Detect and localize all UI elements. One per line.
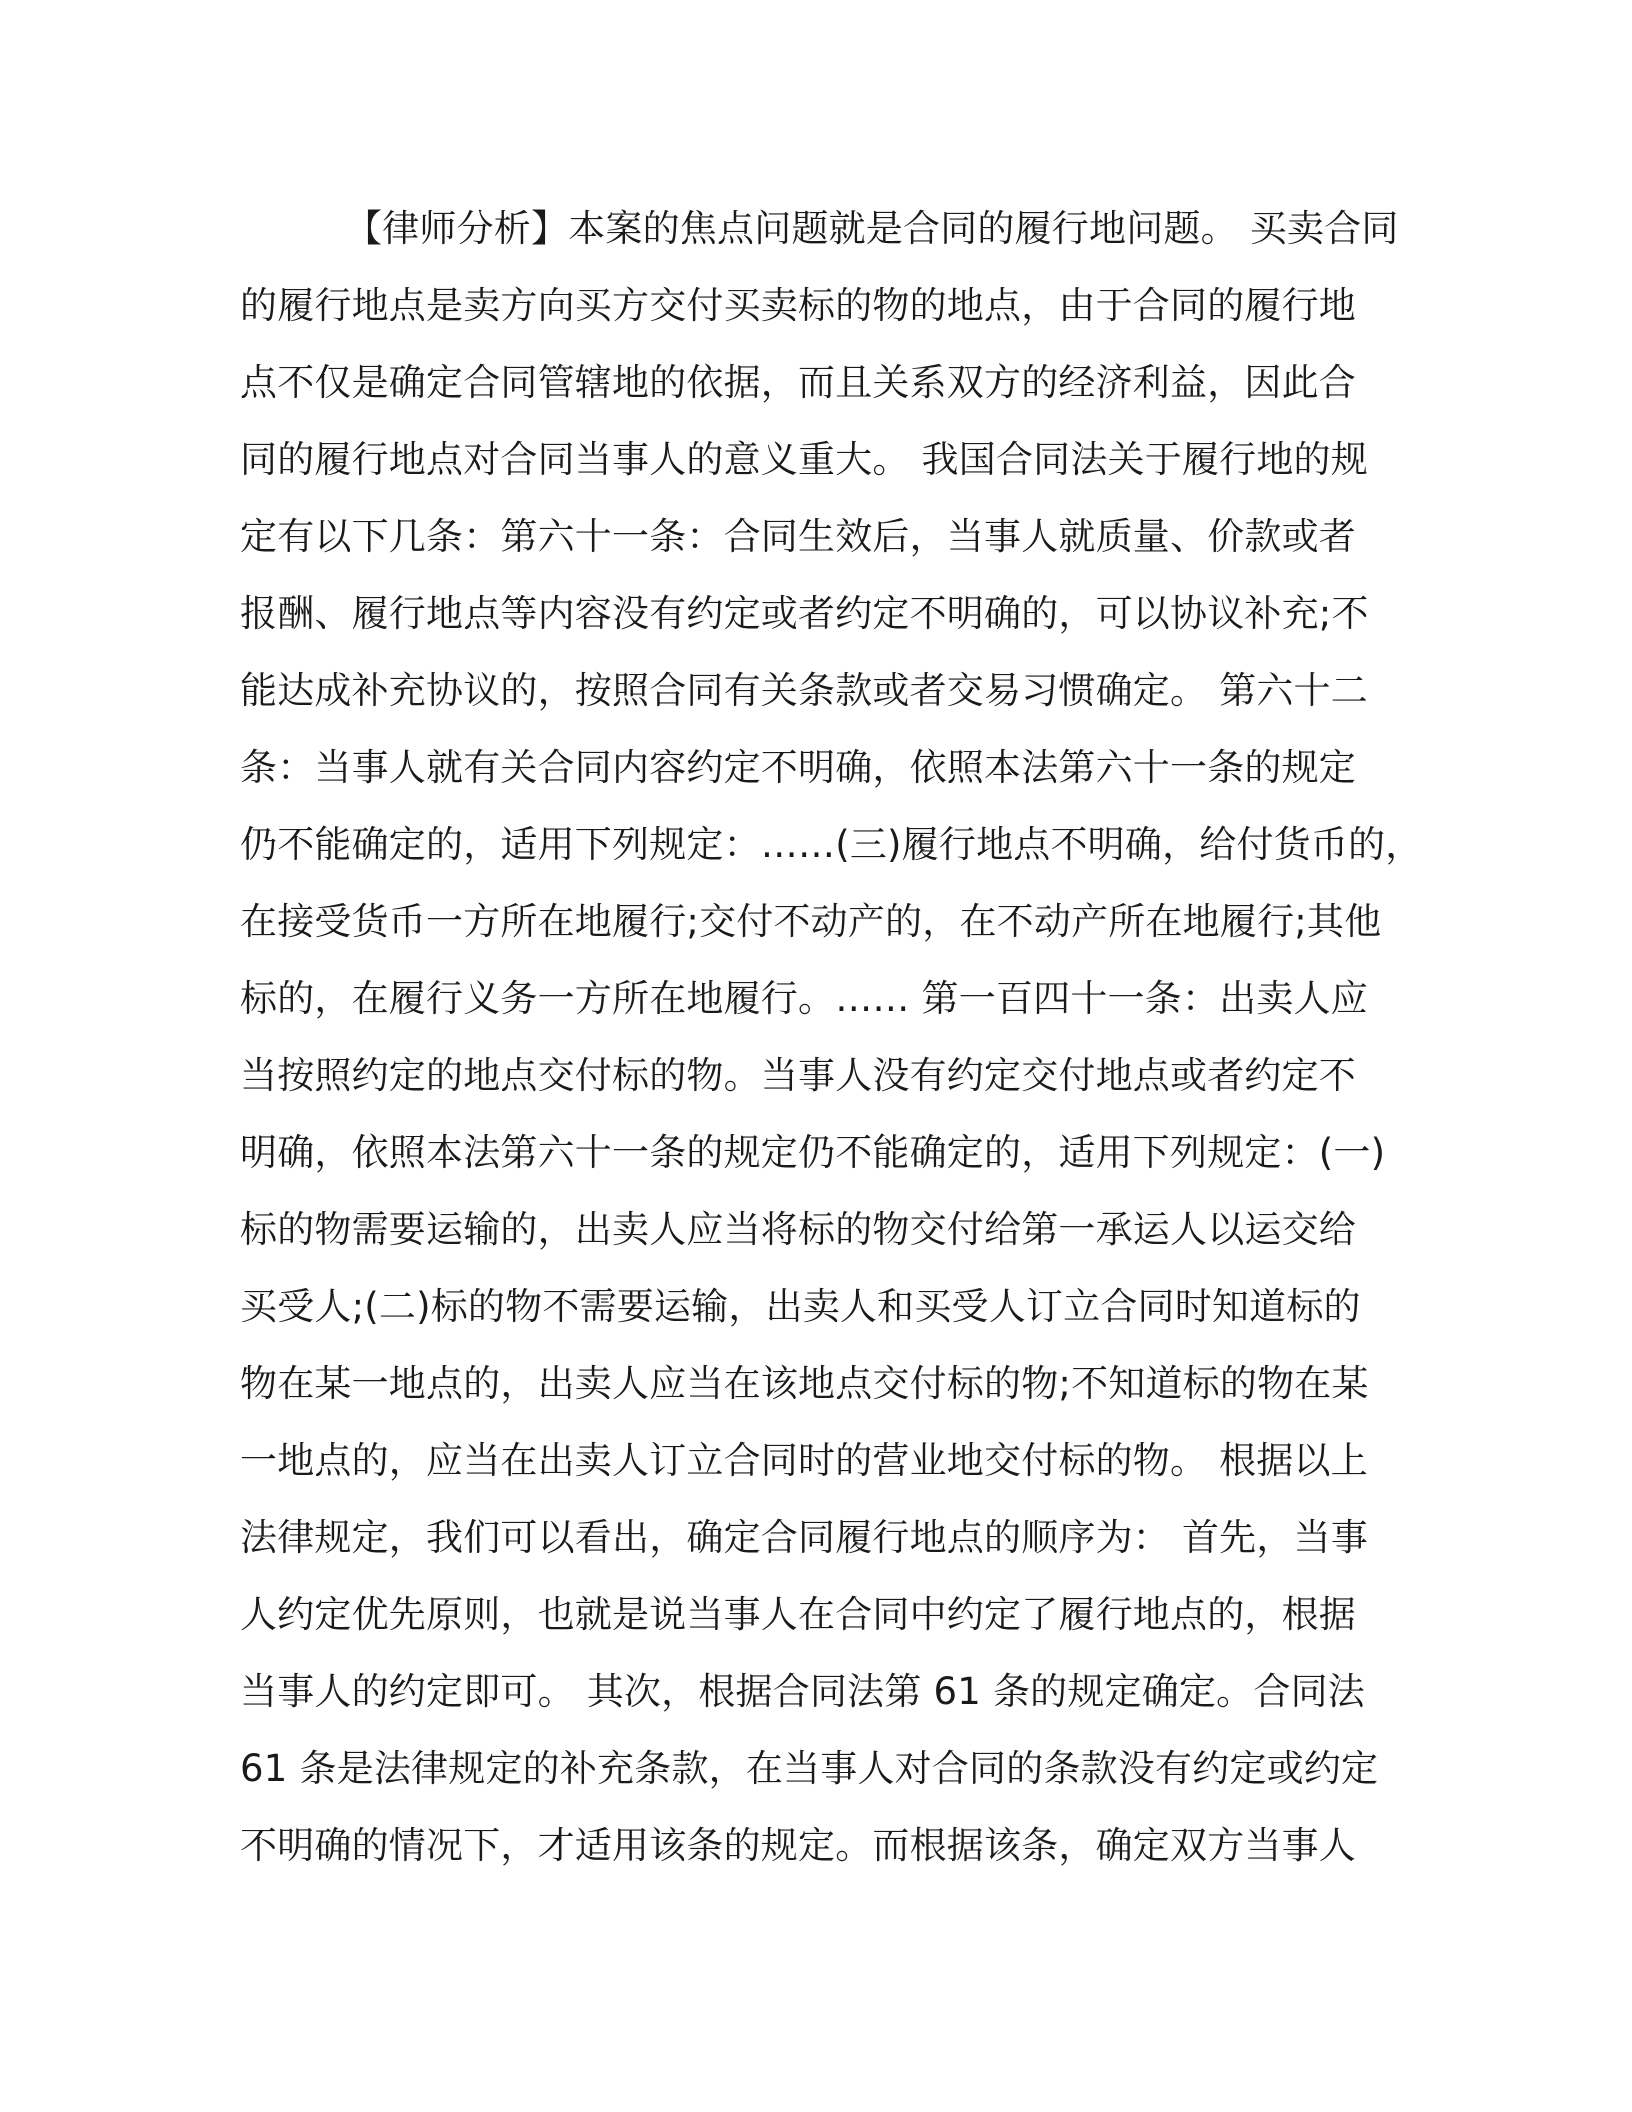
text-line: 不明确的情况下，才适用该条的规定。而根据该条，确定双方当事人 — [240, 1824, 1356, 1867]
text-line: 明确，依照本法第六十一条的规定仍不能确定的，适用下列规定：(一) — [240, 1131, 1386, 1174]
text-line: 法律规定，我们可以看出，确定合同履行地点的顺序为： 首先，当事 — [240, 1516, 1368, 1559]
text-line: 标的，在履行义务一方所在地履行。…… 第一百四十一条：出卖人应 — [240, 977, 1368, 1020]
text-line: 物在某一地点的，出卖人应当在该地点交付标的物;不知道标的物在某 — [240, 1362, 1369, 1405]
text-line: 仍不能确定的，适用下列规定：……(三)履行地点不明确，给付货币的， — [240, 823, 1423, 866]
text-line: 当按照约定的地点交付标的物。当事人没有约定交付地点或者约定不 — [240, 1054, 1356, 1097]
text-line: 标的物需要运输的，出卖人应当将标的物交付给第一承运人以运交给 — [240, 1208, 1356, 1251]
body-paragraph — [240, 190, 1423, 1884]
text-line: 定有以下几条：第六十一条：合同生效后，当事人就质量、价款或者 — [240, 515, 1356, 558]
text-line: 在接受货币一方所在地履行;交付不动产的，在不动产所在地履行;其他 — [240, 900, 1382, 943]
text-line: 的履行地点是卖方向买方交付买卖标的物的地点，由于合同的履行地 — [240, 284, 1356, 327]
text-line: 人约定优先原则，也就是说当事人在合同中约定了履行地点的，根据 — [240, 1593, 1356, 1636]
text-line: 当事人的约定即可。 其次，根据合同法第 61 条的规定确定。合同法 — [240, 1670, 1365, 1713]
text-line: 买受人;(二)标的物不需要运输，出卖人和买受人订立合同时知道标的 — [240, 1285, 1361, 1328]
text-line: 61 条是法律规定的补充条款，在当事人对合同的条款没有约定或约定 — [240, 1747, 1379, 1790]
text-line: 报酬、履行地点等内容没有约定或者约定不明确的，可以协议补充;不 — [240, 592, 1369, 635]
text-line: 条：当事人就有关合同内容约定不明确，依照本法第六十一条的规定 — [240, 746, 1356, 789]
text-line: 能达成补充协议的，按照合同有关条款或者交易习惯确定。 第六十二 — [240, 669, 1368, 712]
text-line: 一地点的，应当在出卖人订立合同时的营业地交付标的物。 根据以上 — [240, 1439, 1368, 1482]
text-line: 点不仅是确定合同管辖地的依据，而且关系双方的经济利益，因此合 — [240, 361, 1356, 404]
text-line: 同的履行地点对合同当事人的意义重大。 我国合同法关于履行地的规 — [240, 438, 1368, 481]
text-line: 【律师分析】本案的焦点问题就是合同的履行地问题。 买卖合同 — [345, 207, 1399, 250]
